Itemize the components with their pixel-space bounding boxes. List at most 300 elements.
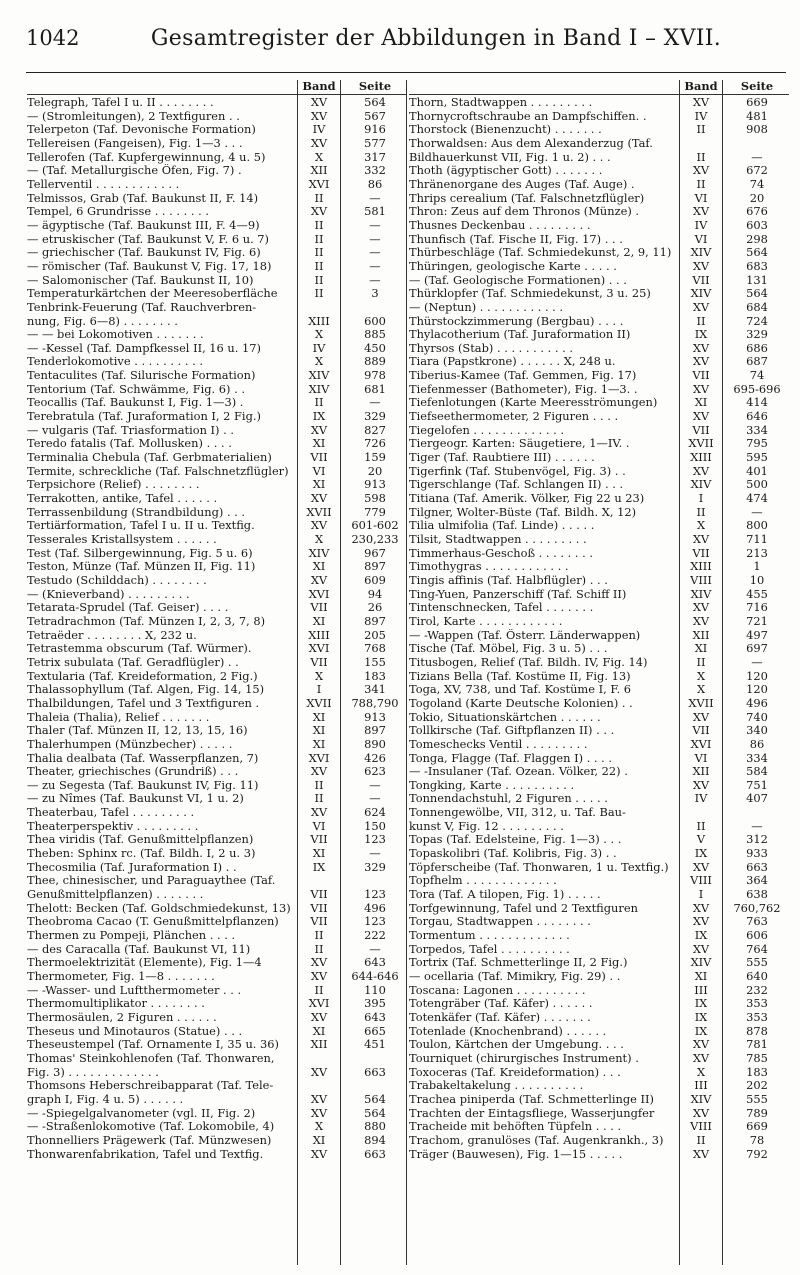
entry-title: Topaskolibri (Taf. Kolibris, Fig. 3) . . [409, 847, 617, 861]
entry-title: Telerpeton (Taf. Devonische Formation) [27, 123, 256, 137]
index-entry [27, 724, 407, 738]
index-entry [409, 833, 789, 847]
entry-title: Trachom, granulöses (Taf. Augenkrankh., 3) [409, 1133, 664, 1147]
entry-page: 10 [749, 572, 765, 587]
index-entry [27, 738, 407, 752]
entry-page: 341 [364, 682, 386, 697]
index-entry [409, 683, 789, 697]
index-entry [27, 670, 407, 684]
entry-page: 788,790 [351, 695, 399, 710]
entry-title: Tiara (Papstkrone) . . . . . . X, 248 u. [409, 355, 616, 369]
entry-page: 913 [364, 477, 386, 492]
entry-page: 601-602 [351, 518, 399, 533]
entry-band: VIII [690, 873, 712, 888]
entry-band: XIV [690, 955, 712, 970]
entry-page: 781 [746, 1037, 768, 1052]
index-entry [409, 1038, 789, 1052]
entry-band: XIV [690, 286, 712, 301]
entry-title: — zu Nîmes (Taf. Baukunst VI, 1 u. 2) [27, 792, 244, 806]
entry-band: II [314, 395, 324, 410]
entry-band: XII [692, 627, 710, 642]
entry-band: XIII [690, 450, 712, 465]
index-entry [27, 642, 407, 656]
entry-title: Tertiärformation, Tafel I u. II u. Textfig. [27, 519, 255, 533]
entry-title: Theseustempel (Taf. Ornamente I, 35 u. 36) [27, 1038, 279, 1052]
entry-title: Terrassenbildung (Strandbildung) . . . [27, 505, 246, 519]
entry-page: 20 [367, 463, 383, 478]
entry-title: Thee, chinesischer, und Paraguaythee (Taf. [27, 874, 276, 888]
entry-band: II [314, 258, 324, 273]
entry-band: XV [692, 1037, 710, 1052]
entry-page: 317 [364, 149, 386, 164]
index-entry [27, 383, 407, 397]
index-entry [409, 178, 789, 192]
entry-band: II [314, 245, 324, 260]
entry-page: — [369, 258, 381, 273]
entry-page: 894 [364, 1132, 386, 1147]
entry-band: VII [310, 600, 328, 615]
entry-band: IX [312, 859, 326, 874]
entry-band [297, 1079, 341, 1093]
entry-band: XV [692, 532, 710, 546]
entry-band: VI [694, 190, 708, 205]
index-entry [27, 820, 407, 834]
entry-title: Textularia (Taf. Kreideformation, 2 Fig.) [27, 669, 258, 683]
index-entry [27, 451, 407, 465]
index-entry [27, 219, 407, 233]
entry-band: XV [310, 135, 328, 150]
entry-band: II [314, 272, 324, 287]
entry-page: 897 [364, 613, 386, 628]
entry-title: — (Stromleitungen), 2 Textfiguren . . [27, 109, 240, 123]
entry-page: 643 [364, 955, 386, 970]
index-entry [409, 137, 789, 151]
entry-title: Thylacotherium (Taf. Juraformation II) [409, 328, 631, 342]
entry-band: XI [312, 846, 326, 861]
index-entry [27, 342, 407, 356]
entry-band: VII [310, 887, 328, 902]
entry-title: Thürstockzimmerung (Bergbau) . . . . [409, 314, 624, 328]
entry-band: II [314, 231, 324, 246]
entry-title: kunst V, Fig. 12 . . . . . . . . . [409, 819, 564, 833]
entry-band: II [696, 122, 706, 137]
index-entries-left [27, 96, 407, 1161]
entry-title: Tokio, Situationskärtchen . . . . . . [409, 710, 601, 724]
entry-band: XV [692, 914, 710, 929]
entry-title: Tonnendachstuhl, 2 Figuren . . . . . [409, 792, 608, 806]
index-entry [27, 96, 407, 110]
index-entry [27, 328, 407, 342]
entry-band: IV [694, 108, 708, 123]
index-entry [27, 888, 407, 902]
index-entry [409, 1134, 789, 1148]
entry-band: XIV [690, 1091, 712, 1106]
entry-page: 878 [746, 1023, 768, 1038]
entry-page: 298 [746, 231, 768, 246]
entry-band: I [698, 491, 704, 506]
entry-page: 595 [746, 450, 768, 465]
entry-title: Tetarata-Sprudel (Taf. Geiser) . . . . [27, 601, 229, 615]
entry-page: 567 [364, 108, 386, 123]
entry-band: X [696, 518, 706, 533]
entry-page: 401 [746, 463, 768, 478]
entry-page: 913 [364, 709, 386, 724]
index-entry [409, 274, 789, 288]
entry-title: Thonnelliers Prägewerk (Taf. Münzwesen) [27, 1133, 272, 1147]
entry-page: 564 [364, 1091, 386, 1106]
entry-page: 414 [746, 395, 768, 410]
entry-title: Theaterbau, Tafel . . . . . . . . . [27, 806, 195, 820]
entry-page: 889 [364, 354, 386, 369]
entry-band: XV [310, 572, 328, 587]
entry-page: 86 [367, 176, 383, 191]
column-divider [406, 80, 407, 1265]
entry-page: — [369, 217, 381, 232]
entry-band: XI [694, 641, 708, 656]
index-entry [27, 369, 407, 383]
page-number: 1042 [26, 26, 80, 50]
entry-title: Thorwaldsen: Aus dem Alexanderzug (Taf. [409, 136, 653, 150]
entry-title: Titusbogen, Relief (Taf. Bildh. IV, Fig. 14) [409, 655, 648, 669]
entry-band: II [314, 928, 324, 943]
index-entry [27, 192, 407, 206]
entry-title: Terminalia Chebula (Taf. Gerbmaterialien) [27, 451, 272, 465]
entry-page [725, 137, 789, 151]
entry-title: — -Wappen (Taf. Österr. Länderwappen) [409, 628, 641, 642]
entry-page: 202 [746, 1078, 768, 1093]
index-entry [409, 205, 789, 219]
entry-page: — [751, 654, 763, 669]
index-entry [27, 1134, 407, 1148]
entry-band: VII [692, 272, 710, 287]
entry-band: XVI [690, 736, 712, 751]
entry-band: X [314, 149, 324, 164]
entry-title: Tiger (Taf. Raubtiere III) . . . . . . [409, 451, 595, 465]
entry-band: XI [312, 736, 326, 751]
entry-page: 885 [364, 327, 386, 342]
entry-band: IX [694, 1023, 708, 1038]
index-entry [409, 1011, 789, 1025]
entry-page: 455 [746, 586, 768, 601]
entry-band: II [696, 313, 706, 328]
entry-page [343, 301, 407, 315]
index-entry [409, 396, 789, 410]
entry-page: 768 [364, 641, 386, 656]
entry-title: Tormentum . . . . . . . . . . . . . [409, 929, 570, 943]
entry-title: Theater, griechisches (Grundriß) . . . [27, 765, 239, 779]
entry-band: XV [310, 1146, 328, 1161]
entry-band: XIV [690, 245, 712, 260]
index-entry [27, 301, 407, 315]
entry-page: — [369, 245, 381, 260]
index-entry [27, 711, 407, 725]
index-entry [27, 806, 407, 820]
index-entry [27, 902, 407, 916]
entry-title: Tiegelofen . . . . . . . . . . . . . [409, 423, 564, 437]
entry-band: XV [692, 409, 710, 424]
index-entry [27, 519, 407, 533]
entry-band: XV [692, 299, 710, 314]
entry-page: 120 [746, 682, 768, 697]
entry-band: IV [694, 217, 708, 232]
index-entry [409, 492, 789, 506]
index-entry [409, 219, 789, 233]
entry-page: 474 [746, 491, 768, 506]
index-entry [27, 1025, 407, 1039]
index-entry [27, 410, 407, 424]
entry-title: Theaterperspektiv . . . . . . . . . [27, 819, 199, 833]
index-entry [27, 164, 407, 178]
entry-page: 564 [746, 245, 768, 260]
entry-page: 711 [746, 532, 768, 546]
index-entry [27, 752, 407, 766]
entry-page: 644-646 [351, 969, 399, 983]
entry-band: II [696, 818, 706, 833]
index-entry [409, 724, 789, 738]
index-entry [27, 205, 407, 219]
entry-title: Totenkäfer (Taf. Käfer) . . . . . . . [409, 1010, 591, 1024]
index-entries-right [409, 96, 789, 1161]
entry-page: 609 [364, 572, 386, 587]
entry-page: 564 [364, 1105, 386, 1120]
entry-band: XV [310, 491, 328, 506]
entry-band: I [316, 682, 322, 697]
entry-page [343, 1079, 407, 1093]
entry-band: X [314, 532, 324, 546]
entry-band: XV [692, 463, 710, 478]
index-entry [409, 410, 789, 424]
entry-title: Tentorium (Taf. Schwämme, Fig. 6) . . [27, 382, 245, 396]
entry-page: 329 [364, 859, 386, 874]
entry-page: 603 [746, 217, 768, 232]
entry-band: XV [692, 777, 710, 792]
entry-band [297, 301, 341, 315]
entry-page: 3 [371, 286, 379, 301]
entry-title: Thalerhumpen (Münzbecher) . . . . . [27, 737, 233, 751]
entry-page: 763 [746, 914, 768, 929]
index-entry [27, 396, 407, 410]
entry-title: Tracheide mit behöften Tüpfeln . . . . [409, 1120, 622, 1134]
entry-title: Thoth (ägyptischer Gott) . . . . . . . [409, 164, 603, 178]
entry-band: IV [312, 122, 326, 137]
entry-band: XI [312, 723, 326, 738]
index-entry [27, 1120, 407, 1134]
index-entry [27, 779, 407, 793]
entry-page: 663 [364, 1146, 386, 1161]
index-entry [409, 383, 789, 397]
index-entry [27, 984, 407, 998]
index-entry [409, 1120, 789, 1134]
entry-page: 890 [364, 736, 386, 751]
index-entry [409, 506, 789, 520]
entry-title: Toulon, Kärtchen der Umgebung. . . . [409, 1038, 624, 1052]
index-entry [409, 465, 789, 479]
index-entry [27, 492, 407, 506]
entry-page: 669 [746, 1119, 768, 1134]
column-header-band: Band [302, 79, 336, 93]
index-entry [409, 151, 789, 165]
entry-band: XVII [306, 695, 332, 710]
index-entry [409, 519, 789, 533]
entry-title: Torpedos, Tafel . . . . . . . . . . [409, 942, 570, 956]
entry-title: nung, Fig. 6—8) . . . . . . . . [27, 314, 178, 328]
entry-page: 606 [746, 928, 768, 943]
index-entry [27, 424, 407, 438]
entry-title: Tourniquet (chirurgisches Instrument) . [409, 1051, 639, 1065]
entry-page: 450 [364, 340, 386, 355]
index-entry [409, 656, 789, 670]
entry-band [297, 874, 341, 888]
entry-band: II [696, 654, 706, 669]
index-entry [409, 629, 789, 643]
entry-title: Terebratula (Taf. Juraformation I, 2 Fig.) [27, 410, 261, 424]
entry-band: II [314, 941, 324, 956]
entry-band: XIII [308, 313, 330, 328]
entry-band: VII [692, 368, 710, 383]
entry-band: XV [692, 354, 710, 369]
entry-page: — [369, 190, 381, 205]
entry-band: XVII [688, 695, 714, 710]
entry-band: II [696, 176, 706, 191]
index-entry [27, 274, 407, 288]
entry-title: Tigerfink (Taf. Stubenvögel, Fig. 3) . . [409, 464, 626, 478]
entry-title: Thusnes Deckenbau . . . . . . . . . [409, 218, 591, 232]
entry-page: — [369, 791, 381, 806]
entry-band: X [696, 668, 706, 683]
entry-title: — -Insulaner (Taf. Ozean. Völker, 22) . [409, 765, 628, 779]
entry-page: — [369, 231, 381, 246]
column-header-band: Band [684, 79, 718, 93]
index-entry [409, 943, 789, 957]
index-entry [409, 1025, 789, 1039]
index-entry [27, 137, 407, 151]
entry-page: — [369, 272, 381, 287]
entry-title: Timothygras . . . . . . . . . . . . [409, 560, 569, 574]
index-entry [409, 738, 789, 752]
index-entry [27, 656, 407, 670]
entry-title: Fig. 3) . . . . . . . . . . . . . [27, 1065, 159, 1079]
entry-title: Thorn, Stadtwappen . . . . . . . . . [409, 96, 593, 109]
entry-band: VII [692, 723, 710, 738]
entry-title: — römischer (Taf. Baukunst V, Fig. 17, 18) [27, 259, 272, 273]
entry-title: Teocallis (Taf. Baukunst I, Fig. 1—3) . [27, 396, 244, 410]
index-entry [409, 820, 789, 834]
entry-band: XV [310, 955, 328, 970]
entry-band: VII [310, 832, 328, 847]
entry-page: 584 [746, 764, 768, 779]
entry-page: 312 [746, 832, 768, 847]
entry-page: 26 [367, 600, 383, 615]
entry-band: VII [310, 914, 328, 929]
entry-band: IX [694, 846, 708, 861]
entry-page: 555 [746, 955, 768, 970]
entry-band: XIV [308, 368, 330, 383]
entry-title: Thornycroftschraube an Dampfschiffen. . [409, 109, 647, 123]
entry-band: IX [694, 928, 708, 943]
index-entry [27, 615, 407, 629]
entry-title: Tetrastemma obscurum (Taf. Würmer). [27, 642, 252, 656]
entry-band: XV [692, 709, 710, 724]
entry-page: 183 [746, 1064, 768, 1079]
entry-page: 123 [364, 832, 386, 847]
entry-title: Genußmittelpflanzen) . . . . . . . [27, 888, 204, 902]
entry-page: 155 [364, 654, 386, 669]
index-entry [409, 315, 789, 329]
entry-title: Thermosäulen, 2 Figuren . . . . . . [27, 1010, 217, 1024]
entry-band: XV [692, 258, 710, 273]
entry-page: 159 [364, 450, 386, 465]
entry-title: Träger (Bauwesen), Fig. 1—15 . . . . . [409, 1147, 623, 1161]
entry-page: 20 [749, 190, 765, 205]
index-entry [409, 970, 789, 984]
entry-title: — -Spiegelgalvanometer (vgl. II, Fig. 2) [27, 1106, 256, 1120]
index-entry [27, 1107, 407, 1121]
index-entry [409, 560, 789, 574]
entry-band: VII [310, 654, 328, 669]
entry-title: — vulgaris (Taf. Triasformation I) . . [27, 423, 234, 437]
entry-title: Tiergeogr. Karten: Säugetiere, 1—IV. . [409, 437, 630, 451]
entry-page: 334 [746, 422, 768, 437]
entry-band: II [314, 190, 324, 205]
entry-title: — griechischer (Taf. Baukunst IV, Fig. 6) [27, 246, 261, 260]
index-entry [409, 478, 789, 492]
entry-page: 74 [749, 176, 765, 191]
entry-page: 496 [364, 900, 386, 915]
entry-title: Telmissos, Grab (Taf. Baukunst II, F. 14) [27, 191, 259, 205]
entry-page: 643 [364, 1009, 386, 1024]
entry-band: XV [310, 204, 328, 219]
entry-band: VII [310, 900, 328, 915]
entry-title: Topfhelm . . . . . . . . . . . . . [409, 874, 557, 888]
index-entry [409, 369, 789, 383]
entry-title: Tirol, Karte . . . . . . . . . . . . [409, 614, 563, 628]
entry-page: — [751, 149, 763, 164]
entry-page: 353 [746, 1009, 768, 1024]
entry-title: Trachten der Eintagsfliege, Wasserjungfer [409, 1106, 655, 1120]
index-entry [27, 110, 407, 124]
index-entry [409, 956, 789, 970]
entry-page: 230,233 [351, 532, 399, 546]
entry-page: 978 [364, 368, 386, 383]
entry-band: XVI [308, 176, 330, 191]
entry-band: XII [692, 764, 710, 779]
index-entry [27, 697, 407, 711]
entry-band: XVI [308, 586, 330, 601]
entry-page: 760,762 [733, 900, 781, 915]
index-entry [409, 123, 789, 137]
index-entry [27, 588, 407, 602]
index-entry [27, 997, 407, 1011]
index-entry [409, 533, 789, 547]
entry-title: — des Caracalla (Taf. Baukunst VI, 11) [27, 942, 251, 956]
entry-band: VII [310, 450, 328, 465]
index-entry [409, 355, 789, 369]
entry-title: Thunfisch (Taf. Fische II, Fig. 17) . . . [409, 232, 623, 246]
entry-band: XV [692, 600, 710, 615]
entry-band: II [696, 149, 706, 164]
entry-band: VII [692, 422, 710, 437]
entry-band: IV [312, 340, 326, 355]
entry-title: Thalia dealbata (Taf. Wasserpflanzen, 7) [27, 751, 259, 765]
entry-title: Temperaturkärtchen der Meeresoberfläche [27, 287, 278, 301]
column-rule [722, 80, 723, 1265]
entry-page: — [369, 846, 381, 861]
entry-page: 624 [364, 805, 386, 820]
index-entry [409, 997, 789, 1011]
index-entry [27, 929, 407, 943]
entry-page: 94 [367, 586, 383, 601]
entry-page: 779 [364, 504, 386, 519]
